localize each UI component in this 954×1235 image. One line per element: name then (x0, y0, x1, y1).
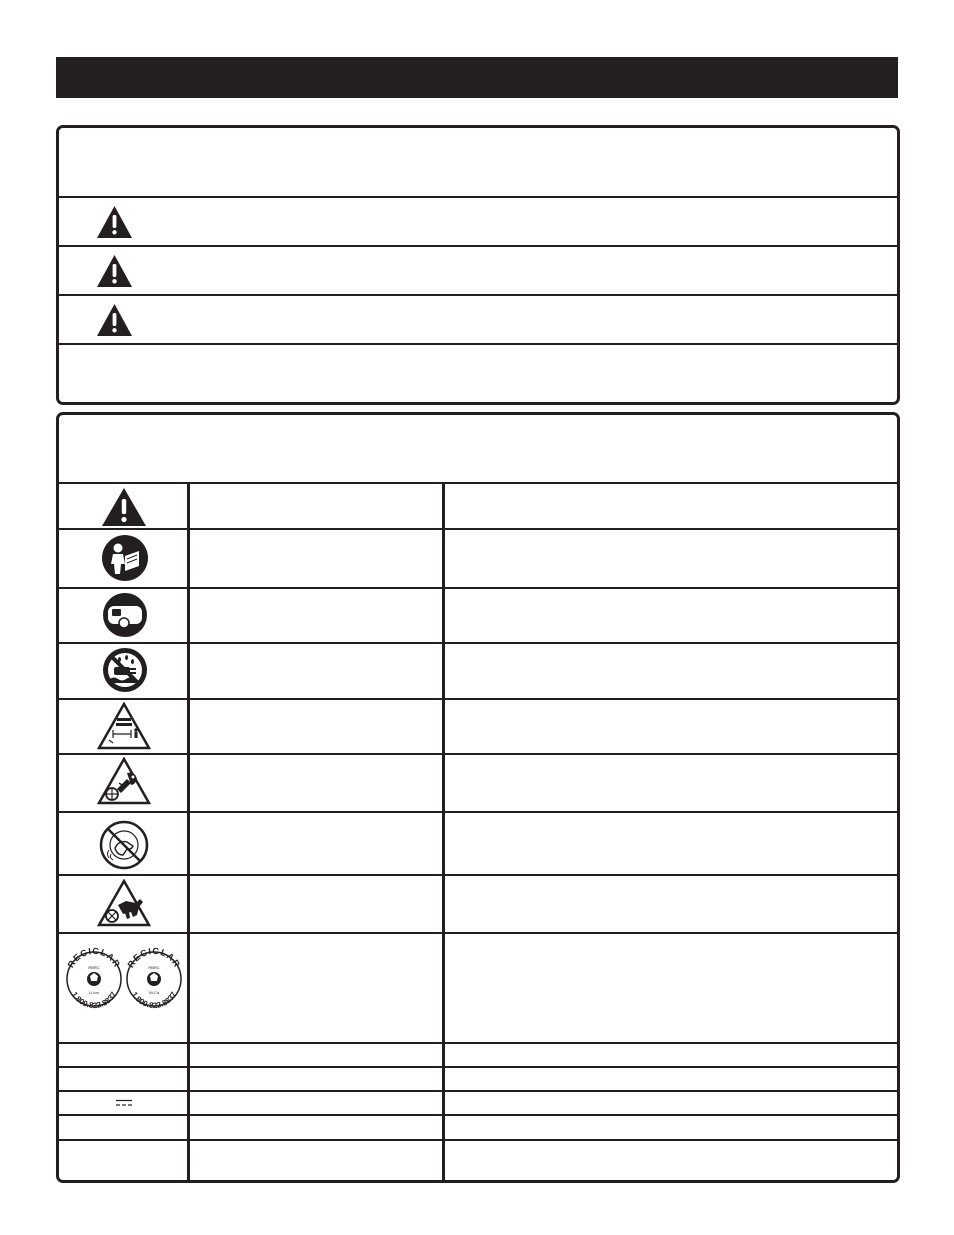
divider (59, 294, 897, 296)
eye-protection-icon (102, 592, 148, 638)
warning-triangle-icon (96, 254, 133, 288)
keep-bystanders-away-icon (97, 702, 151, 750)
no-wet-conditions-icon (102, 647, 148, 693)
divider (59, 874, 897, 876)
warning-triangle-icon (101, 487, 147, 527)
divider (59, 1042, 897, 1044)
divider (59, 196, 897, 198)
seal-small-text: RBRC (88, 965, 100, 970)
column-divider (187, 482, 190, 1180)
divider (59, 1090, 897, 1092)
seal-small-text: RBRC (148, 965, 160, 970)
section-header-bar (56, 57, 898, 98)
warning-triangle-icon (96, 303, 133, 337)
divider (59, 1139, 897, 1141)
warning-triangle-icon (96, 205, 133, 239)
divider (59, 932, 897, 934)
divider (59, 811, 897, 813)
direct-current-icon (116, 1099, 132, 1107)
recycle-seal-icon (125, 943, 183, 1023)
divider (59, 343, 897, 345)
read-manual-icon (101, 534, 149, 582)
no-hands-icon (99, 820, 149, 870)
seal-chem-text: Ni-Cd (148, 990, 160, 995)
divider (59, 1066, 897, 1068)
rotating-blade-icon (97, 879, 151, 927)
seal-top-text: RECICLAR (65, 945, 123, 970)
divider (59, 698, 897, 700)
divider (59, 482, 897, 484)
divider (59, 245, 897, 247)
recycle-seal-icon (65, 943, 123, 1023)
seal-top-text: RECICLAR (125, 945, 183, 970)
divider (59, 1114, 897, 1116)
divider (59, 753, 897, 755)
symbols-box (56, 412, 900, 1183)
seal-phone-text: 1.800.822.8837 (69, 990, 119, 1011)
divider (59, 642, 897, 644)
seal-phone-text: 1.800.822.8837 (129, 990, 179, 1011)
seal-chem-text: Li-ion (89, 990, 99, 995)
divider (59, 587, 897, 589)
divider (59, 528, 897, 530)
signal-words-box (56, 125, 900, 405)
thrown-objects-icon (97, 757, 151, 805)
column-divider (442, 482, 445, 1180)
